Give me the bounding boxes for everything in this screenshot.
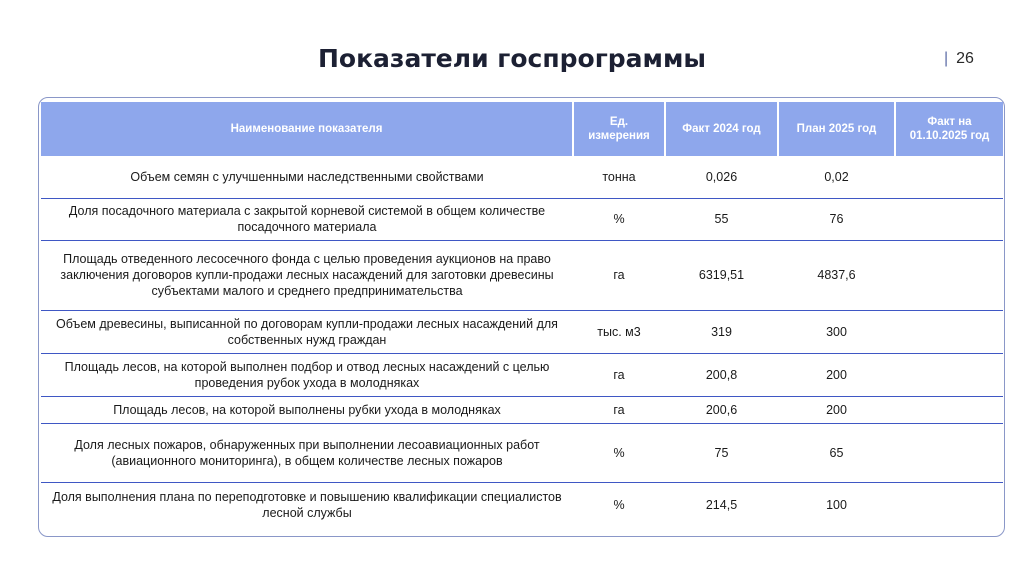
header-unit: Ед. измерения (573, 102, 665, 156)
indicator-unit: % (613, 497, 625, 512)
table-row (41, 396, 1003, 423)
indicator-fact-2025 (895, 396, 1003, 423)
indicator-fact-2024: 319 (665, 310, 778, 353)
indicator-plan-2025: 300 (778, 310, 895, 353)
indicator-fact-2024: 200,6 (665, 396, 778, 423)
indicator-fact-2024: 55 (665, 198, 778, 240)
indicator-name: Площадь лесов, на которой выполнены рубки ухода в молодняках (41, 396, 573, 423)
indicator-fact-2025 (895, 198, 1003, 240)
table-row (41, 482, 1003, 527)
indicator-fact-2025 (895, 240, 1003, 310)
header-fact-2025: Факт на 01.10.2025 год (895, 102, 1003, 156)
indicator-fact-2024: 75 (665, 423, 778, 482)
indicator-fact-2025 (895, 156, 1003, 198)
indicator-plan-2025: 100 (826, 497, 847, 512)
indicator-name: Доля выполнения плана по переподготовке и повышению квалификации специалистов лесной службы (52, 489, 562, 520)
header-indicator-name: Наименование показателя (41, 102, 573, 156)
header-plan-2025: План 2025 год (778, 102, 895, 156)
indicator-unit: % (573, 423, 665, 482)
page-number (944, 50, 974, 68)
indicator-unit: га (573, 396, 665, 423)
indicator-fact-2024: 6319,51 (665, 240, 778, 310)
indicator-name: Объем семян с улучшенными наследственными свойствами (41, 156, 573, 198)
indicator-unit: га (573, 240, 665, 310)
indicator-name: Площадь отведенного лесосечного фонда с целью проведения аукционов на право заключения договоров купли-продажи лесных насаждений для заготовки древесины субъектами малого и среднего предпринимательства (41, 240, 573, 310)
indicator-fact-2025 (895, 482, 1003, 527)
indicator-plan-2025: 200 (778, 396, 895, 423)
indicator-name: Доля посадочного материала с закрытой корневой системой в общем количестве посадочного материала (41, 198, 573, 240)
indicator-fact-2024: 200,8 (665, 353, 778, 396)
table-header-row (41, 102, 1003, 156)
indicator-unit: тонна (573, 156, 665, 198)
indicator-fact-2025 (895, 423, 1003, 482)
indicator-name: Площадь лесов, на которой выполнен подбор и отвод лесных насаждений с целью проведения рубок ухода в молодняках (41, 353, 573, 396)
table-row (41, 240, 1003, 310)
table-row (41, 423, 1003, 482)
page-number-divider: | (944, 50, 949, 67)
indicator-unit: % (573, 198, 665, 240)
indicator-fact-2024: 214,5 (705, 497, 738, 512)
table-row (41, 353, 1003, 396)
indicators-table (41, 102, 1003, 527)
indicator-unit: тыс. м3 (573, 310, 665, 353)
indicator-plan-2025: 4837,6 (778, 240, 895, 310)
indicator-name: Объем древесины, выписанной по договорам купли-продажи лесных насаждений для собственных нужд граждан (41, 310, 573, 353)
indicator-fact-2025 (895, 353, 1003, 396)
indicator-plan-2025: 0,02 (778, 156, 895, 198)
indicator-fact-2024: 0,026 (665, 156, 778, 198)
page-number-value: 26 (956, 50, 974, 67)
indicator-plan-2025: 200 (778, 353, 895, 396)
table-row (41, 156, 1003, 198)
indicator-fact-2025 (895, 310, 1003, 353)
indicator-plan-2025: 65 (778, 423, 895, 482)
table-row (41, 198, 1003, 240)
indicator-plan-2025: 76 (778, 198, 895, 240)
page-title: Показатели госпрограммы (317, 44, 706, 73)
table-row (41, 310, 1003, 353)
indicator-name: Доля лесных пожаров, обнаруженных при выполнении лесоавиационных работ (авиационного мониторинга), в общем количестве лесных пожаров (41, 423, 573, 482)
header-fact-2024: Факт 2024 год (665, 102, 778, 156)
indicator-unit: га (573, 353, 665, 396)
